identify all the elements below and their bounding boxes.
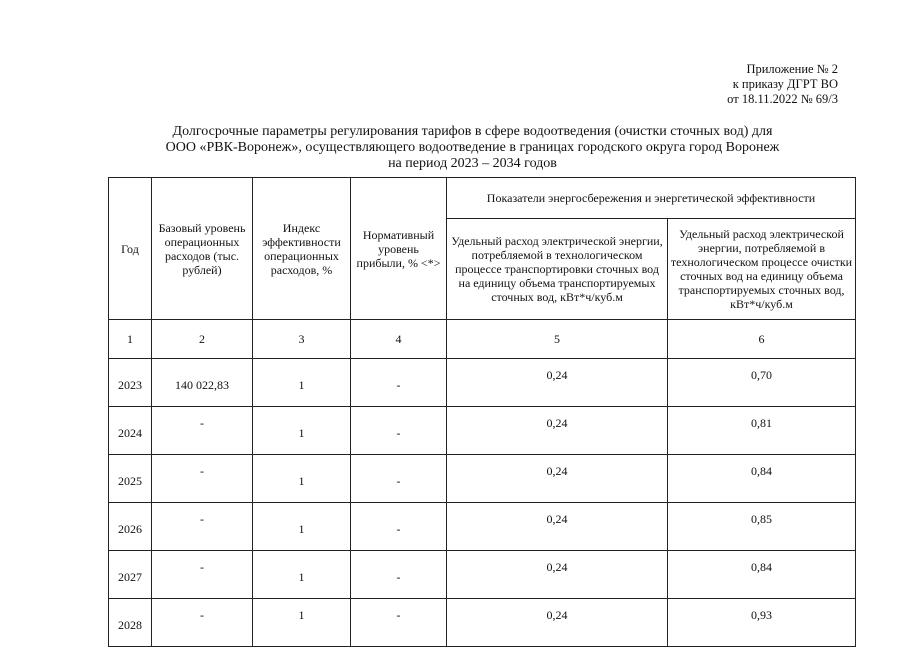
column-number: 6 — [668, 320, 856, 359]
table-row — [109, 551, 856, 599]
annex-number: Приложение № 2 — [746, 62, 838, 76]
cell-profit-level: - — [351, 359, 447, 407]
cell-efficiency-index: 1 — [253, 359, 351, 407]
cell-energy-transport: 0,24 — [447, 503, 668, 551]
cell-efficiency-index: 1 — [253, 599, 351, 647]
column-number: 2 — [152, 320, 253, 359]
document-title — [110, 124, 835, 172]
column-number-row — [109, 320, 856, 359]
header-energy-group: Показатели энергосбережения и энергетической эффективности — [447, 178, 856, 219]
header-energy-transport: Удельный расход электрической энергии, потребляемой в технологическом процессе транспортировки сточных вод на единицу объема транспортируемых сточных вод, кВт*ч/куб.м — [447, 219, 668, 320]
header-year: Год — [109, 178, 152, 320]
cell-base-level: - — [152, 407, 253, 455]
cell-profit-level: - — [351, 407, 447, 455]
cell-base-level: - — [152, 455, 253, 503]
column-number: 3 — [253, 320, 351, 359]
cell-energy-transport: 0,24 — [447, 599, 668, 647]
annex-order: к приказу ДГРТ ВО — [732, 77, 838, 91]
cell-year: 2025 — [109, 455, 152, 503]
table-row — [109, 599, 856, 647]
cell-profit-level: - — [351, 599, 447, 647]
title-line-3: на период 2023 – 2034 годов — [388, 156, 557, 171]
cell-energy-treatment: 0,84 — [668, 455, 856, 503]
column-number: 5 — [447, 320, 668, 359]
cell-base-level: - — [152, 551, 253, 599]
title-line-2: ООО «РВК-Воронеж», осуществляющего водоотведение в границах городского округа город Воронеж — [165, 140, 780, 155]
title-line-1: Долгосрочные параметры регулирования тарифов в сфере водоотведения (очистки сточных вод) для — [172, 124, 773, 139]
table-row — [109, 407, 856, 455]
cell-year: 2024 — [109, 407, 152, 455]
cell-year: 2028 — [109, 599, 152, 647]
table-row — [109, 455, 856, 503]
cell-efficiency-index: 1 — [253, 551, 351, 599]
annex-reference — [727, 62, 838, 107]
cell-energy-transport: 0,24 — [447, 551, 668, 599]
cell-energy-transport: 0,24 — [447, 407, 668, 455]
cell-profit-level: - — [351, 503, 447, 551]
column-number: 1 — [109, 320, 152, 359]
header-base-level: Базовый уровень операционных расходов (тыс. рублей) — [152, 178, 253, 320]
cell-base-level: - — [152, 503, 253, 551]
cell-energy-treatment: 0,93 — [668, 599, 856, 647]
cell-year: 2023 — [109, 359, 152, 407]
table-row — [109, 503, 856, 551]
tariff-parameters-table — [108, 177, 856, 647]
header-efficiency-index: Индекс эффективности операционных расходов, % — [253, 178, 351, 320]
cell-energy-transport: 0,24 — [447, 359, 668, 407]
cell-energy-treatment: 0,85 — [668, 503, 856, 551]
cell-year: 2027 — [109, 551, 152, 599]
cell-efficiency-index: 1 — [253, 407, 351, 455]
cell-energy-transport: 0,24 — [447, 455, 668, 503]
cell-profit-level: - — [351, 551, 447, 599]
cell-energy-treatment: 0,84 — [668, 551, 856, 599]
cell-efficiency-index: 1 — [253, 455, 351, 503]
table-row — [109, 359, 856, 407]
cell-energy-treatment: 0,81 — [668, 407, 856, 455]
cell-base-level: 140 022,83 — [152, 359, 253, 407]
cell-base-level: - — [152, 599, 253, 647]
cell-year: 2026 — [109, 503, 152, 551]
header-profit-level: Нормативный уровень прибыли, % <*> — [351, 178, 447, 320]
cell-energy-treatment: 0,70 — [668, 359, 856, 407]
column-number: 4 — [351, 320, 447, 359]
cell-efficiency-index: 1 — [253, 503, 351, 551]
annex-date: от 18.11.2022 № 69/3 — [727, 92, 838, 106]
cell-profit-level: - — [351, 455, 447, 503]
header-energy-treatment: Удельный расход электрической энергии, потребляемой в технологическом процессе очистки сточных вод на единицу объема транспортируемых сточных вод, кВт*ч/куб.м — [668, 219, 856, 320]
